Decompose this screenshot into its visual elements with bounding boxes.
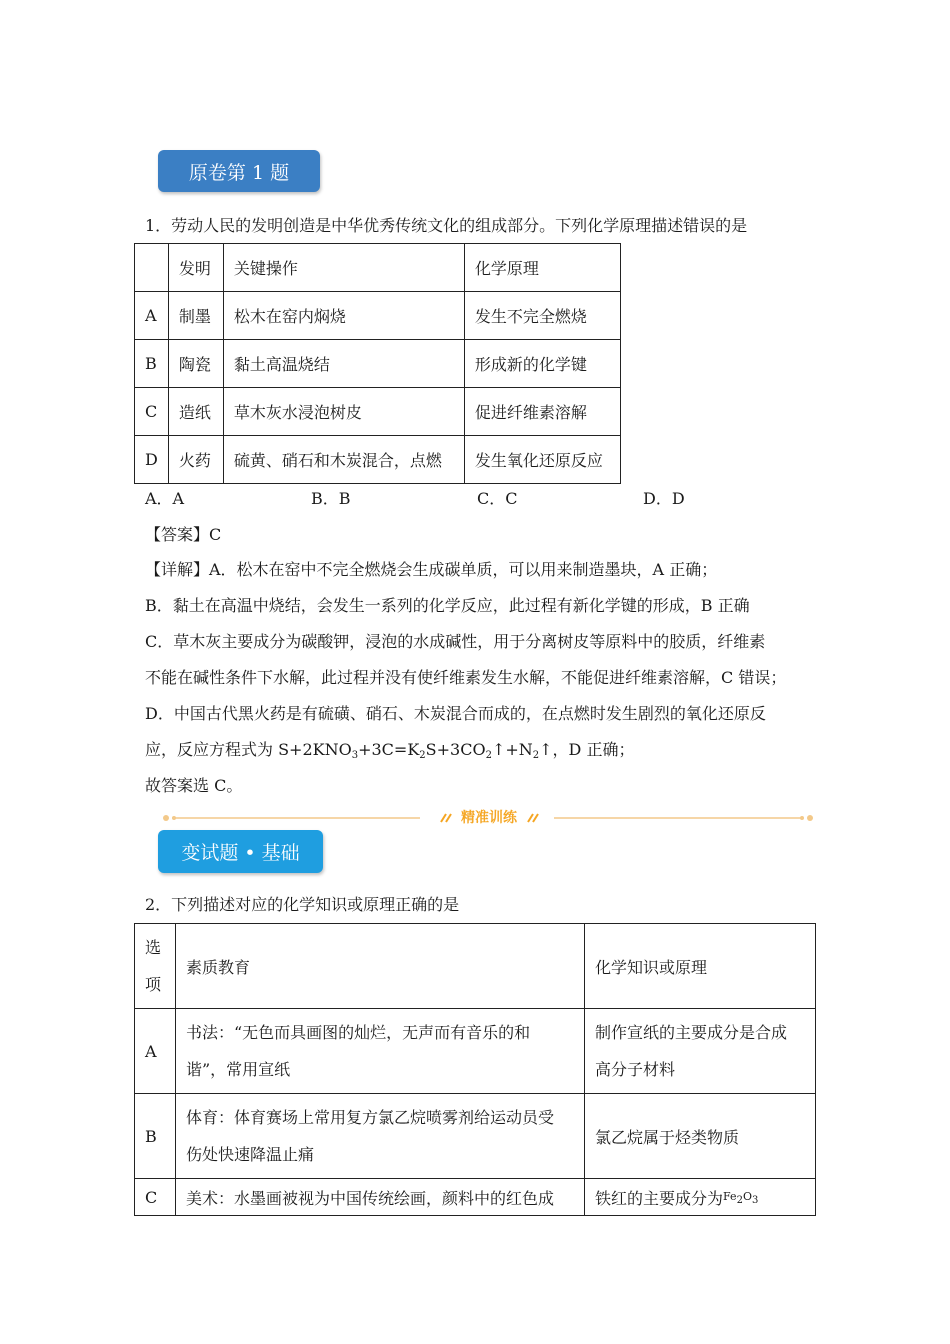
table-cell: 美术：水墨画被视为中国传统绘画，颜料中的红色成 [176, 1179, 585, 1216]
section-divider [158, 808, 818, 828]
table-row [135, 340, 621, 388]
table-cell: 火药 [168, 436, 223, 484]
table-cell: 选 项 [135, 924, 176, 1009]
detail-line: 不能在碱性条件下水解，此过程并没有使纤维素发生水解，不能促进纤维素溶解，C 错误； [145, 668, 787, 687]
table-cell: 书法：“无色而具画图的灿烂，无声而有音乐的和 谐”，常用宣纸 [176, 1009, 585, 1094]
table-cell: 化学知识或原理 [585, 924, 816, 1009]
detail-line: B．黏土在高温中烧结，会发生一系列的化学反应，此过程有新化学键的形成，B 正确 [145, 596, 750, 615]
table-cell: 硫黄、硝石和木炭混合，点燃 [223, 436, 464, 484]
table-cell: A [135, 292, 169, 340]
table-cell: B [135, 1094, 176, 1179]
table-cell: 草木灰水浸泡树皮 [223, 388, 464, 436]
table-cell: 形成新的化学键 [464, 340, 620, 388]
table-cell: 体育：体育赛场上常用复方氯乙烷喷雾剂给运动员受 伤处快速降温止痛 [176, 1094, 585, 1179]
table-row [135, 1179, 816, 1216]
question-1-table [134, 243, 621, 484]
table-cell: A [135, 1009, 176, 1094]
table-cell: 化学原理 [464, 244, 620, 292]
table-row [135, 292, 621, 340]
table-cell [135, 244, 169, 292]
variant-question-badge: 变试题 • 基础 [158, 830, 323, 873]
table-cell: 制墨 [168, 292, 223, 340]
table-cell: 关键操作 [223, 244, 464, 292]
detail-line: D．中国古代黑火药是有硫磺、硝石、木炭混合而成的，在点燃时发生剧烈的氧化还原反 [145, 704, 766, 723]
table-cell: 铁红的主要成分为$^{Fe_2O_3}$ [585, 1179, 816, 1216]
table-cell: 发生氧化还原反应 [464, 436, 620, 484]
detail-line: 【详解】A．松木在窑中不完全燃烧会生成碳单质，可以用来制造墨块，A 正确； [145, 560, 718, 579]
table-cell: 发明 [168, 244, 223, 292]
table-cell: 发生不完全燃烧 [464, 292, 620, 340]
option-a: A．A [145, 489, 185, 508]
conclusion-line: 故答案选 C。 [145, 776, 243, 795]
table-cell: 陶瓷 [168, 340, 223, 388]
detail-line: C．草木灰主要成分为碳酸钾，浸泡的水成碱性，用于分离树皮等原料中的胶质，纤维素 [145, 632, 766, 651]
table-cell: 促进纤维素溶解 [464, 388, 620, 436]
table-cell: B [135, 340, 169, 388]
table-cell: C [135, 1179, 176, 1216]
table-cell: 松木在窑内焖烧 [223, 292, 464, 340]
reaction-equation-line: 应，反应方程式为 $S+2KNO_3+3C=K_2S+3CO_2↑+N_2↑$，D 正确； [145, 740, 635, 761]
table-row [135, 388, 621, 436]
table-header-row [135, 924, 816, 1009]
original-question-badge: 原卷第 1 题 [158, 150, 320, 192]
table-cell: 制作宣纸的主要成分是合成 高分子材料 [585, 1009, 816, 1094]
table-cell: 素质教育 [176, 924, 585, 1009]
question-1-stem: 1．劳动人民的发明创造是中华优秀传统文化的组成部分。下列化学原理描述错误的是 [145, 216, 748, 235]
option-d: D．D [643, 489, 685, 508]
question-2-table [134, 923, 816, 1216]
table-cell: 造纸 [168, 388, 223, 436]
divider-label: 精准训练 [461, 810, 517, 826]
table-cell: 氯乙烷属于烃类物质 [585, 1094, 816, 1179]
table-cell: D [135, 436, 169, 484]
table-row [135, 1094, 816, 1179]
question-2-stem: 2．下列描述对应的化学知识或原理正确的是 [145, 895, 460, 914]
option-b: B．B [311, 489, 351, 508]
option-c: C．C [477, 489, 518, 508]
table-row [135, 436, 621, 484]
table-cell: C [135, 388, 169, 436]
table-row [135, 1009, 816, 1094]
answer-line: 【答案】C [145, 525, 222, 544]
table-cell: 黏土高温烧结 [223, 340, 464, 388]
question-1-options [145, 486, 809, 509]
table-header-row [135, 244, 621, 292]
